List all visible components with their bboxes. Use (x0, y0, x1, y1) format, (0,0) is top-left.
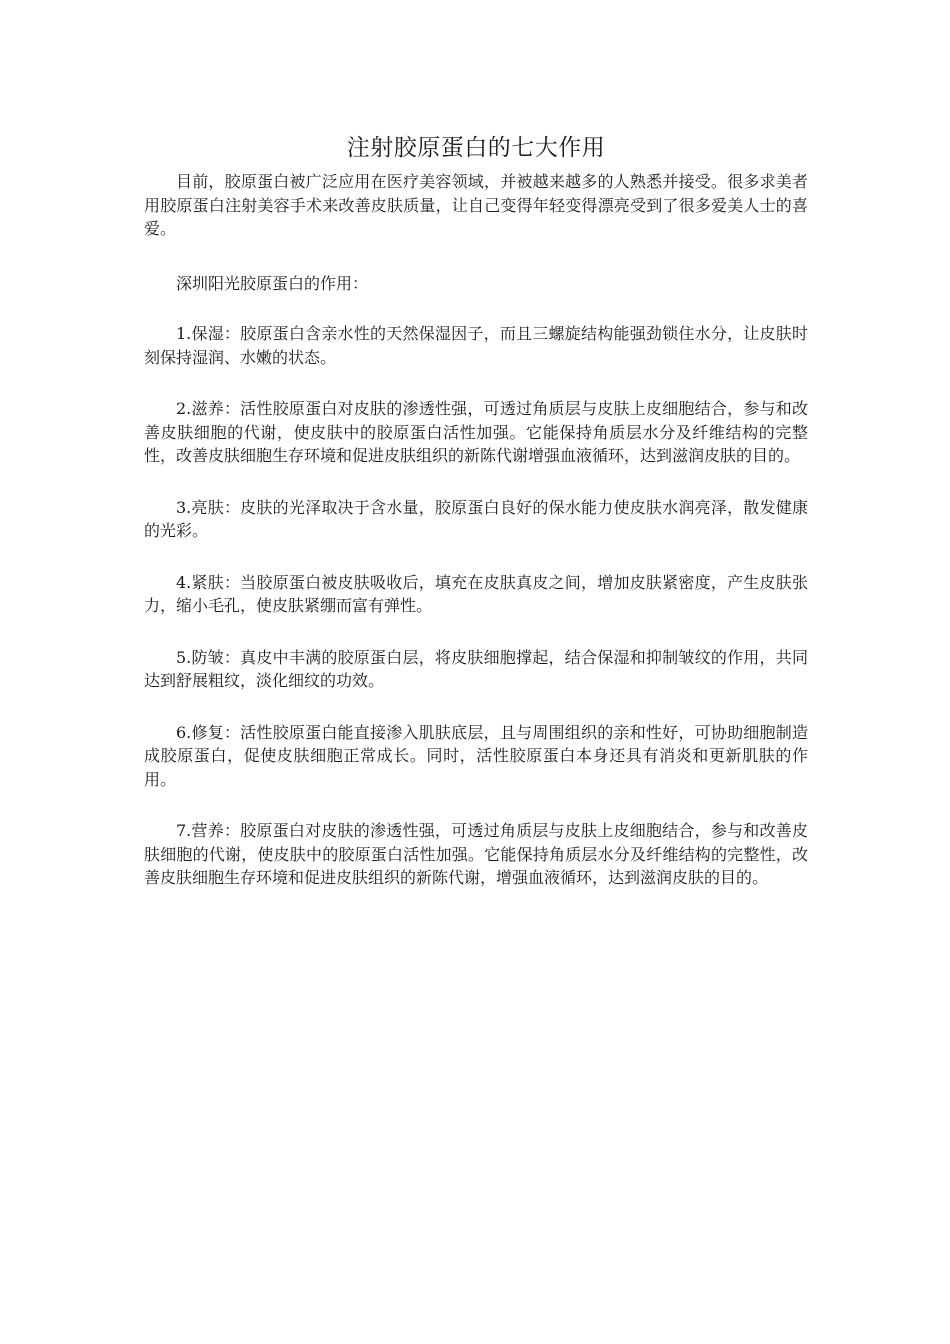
list-item (144, 496, 808, 543)
list-item (144, 721, 808, 792)
item-text: 滋养：活性胶原蛋白对皮肤的渗透性强，可透过角质层与皮肤上皮细胞结合，参与和改善皮肤细胞的代谢，使皮肤中的胶原蛋白活性加强。它能保持角质层水分及纤维结构的完整性，改善皮肤细胞生存环境和促进皮肤组织的新陈代谢增强血液循环，达到滋润皮肤的目的。 (144, 399, 808, 465)
list-item (144, 646, 808, 693)
list-item (144, 819, 808, 890)
item-text: 紧肤：当胶原蛋白被皮肤吸收后，填充在皮肤真皮之间，增加皮肤紧密度，产生皮肤张力，缩小毛孔，使皮肤紧绷而富有弹性。 (144, 572, 808, 615)
item-text: 营养：胶原蛋白对皮肤的渗透性强，可透过角质层与皮肤上皮细胞结合，参与和改善皮肤细胞的代谢，使皮肤中的胶原蛋白活性加强。它能保持角质层水分及纤维结构的完整性，改善皮肤细胞生存环境和促进皮肤组织的新陈代谢，增强血液循环，达到滋润皮肤的目的。 (144, 821, 808, 887)
item-number: 4. (176, 572, 192, 592)
item-number: 6. (176, 722, 192, 742)
item-text: 修复：活性胶原蛋白能直接渗入肌肤底层，且与周围组织的亲和性好，可协助细胞制造成胶原蛋白，促使皮肤细胞正常成长。同时，活性胶原蛋白本身还具有消炎和更新肌肤的作用。 (144, 722, 808, 789)
item-text: 保湿：胶原蛋白含亲水性的天然保湿因子，而且三螺旋结构能强劲锁住水分，让皮肤时刻保持湿润、水嫩的状态。 (144, 324, 808, 367)
item-number: 5. (176, 647, 192, 667)
item-number: 1. (176, 324, 192, 343)
item-text: 防皱：真皮中丰满的胶原蛋白层，将皮肤细胞撑起，结合保湿和抑制皱纹的作用，共同达到舒展粗纹，淡化细纹的功效。 (144, 647, 808, 690)
intro-paragraph: 目前，胶原蛋白被广泛应用在医疗美容领域，并被越来越多的人熟悉并接受。很多求美者用胶原蛋白注射美容手术来改善皮肤质量，让自己变得年轻变得漂亮受到了很多爱美人士的喜爱。 (144, 172, 808, 238)
list-item (144, 322, 808, 369)
list-item (144, 397, 808, 468)
document-title: 注射胶原蛋白的七大作用 (346, 135, 606, 161)
item-number: 2. (176, 399, 192, 418)
list-item (144, 571, 808, 618)
item-text: 亮肤：皮肤的光泽取决于含水量，胶原蛋白良好的保水能力使皮肤水润亮泽，散发健康的光彩。 (144, 497, 808, 540)
section-heading: 深圳阳光胶原蛋白的作用： (176, 273, 369, 293)
item-number: 3. (176, 497, 192, 517)
item-number: 7. (176, 821, 192, 840)
document-page (144, 128, 808, 918)
